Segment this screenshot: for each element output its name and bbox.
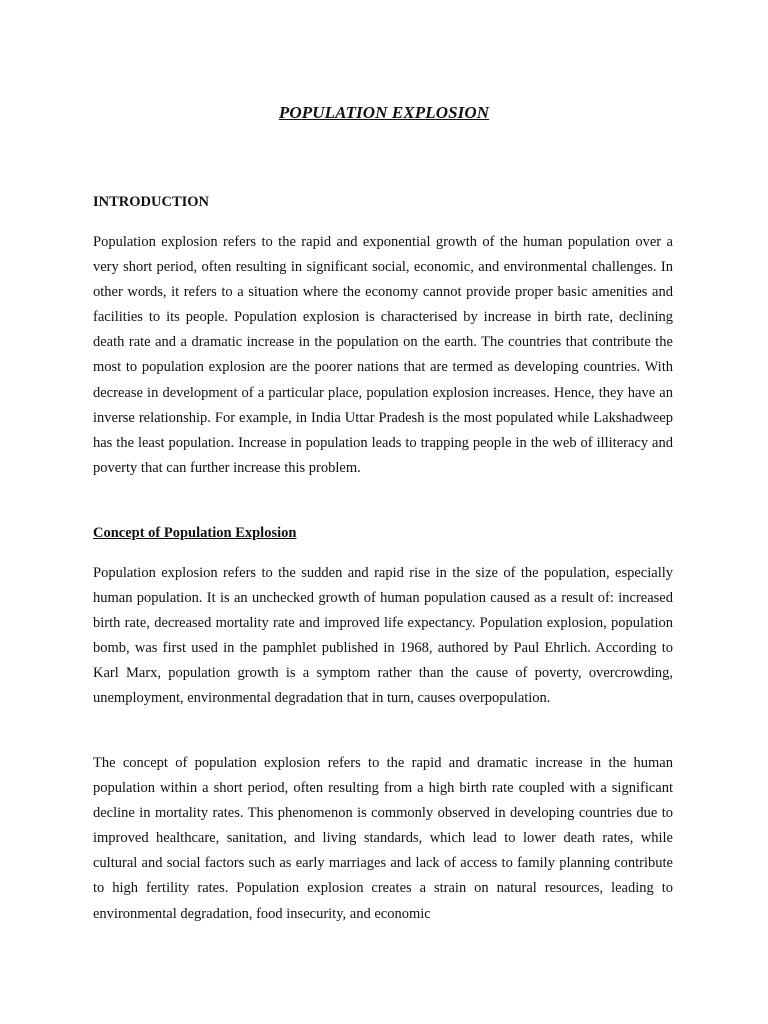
introduction-paragraph: Population explosion refers to the rapid and exponential growth of the human population over a very short period, often resulting in significant social, economic, and environmental challenges. In other words, it refers to a situation where the economy cannot provide proper basic amenities and facilities to its people. Population explosion is characterised by increase in birth rate, declining death rate and a dramatic increase in the population on the earth. The countries that contribute the most to population explosion are the poorer nations that are termed as developing countries. With decrease in development of a particular place, population explosion increases. Hence, they have an inverse relationship. For example, in India Uttar Pradesh is the most populated while Lakshadweep has the least population. Increase in population leads to trapping people in the web of illiteracy and poverty that can further increase this problem. [93, 234, 673, 476]
section-heading-introduction: INTRODUCTION [93, 194, 210, 210]
section-heading-concept: Concept of Population Explosion [93, 525, 297, 541]
document-title: POPULATION EXPLOSION [278, 103, 490, 122]
concept-paragraph-2: The concept of population explosion refers to the rapid and dramatic increase in the human population within a short period, often resulting from a high birth rate coupled with a significant decline in mortality rates. This phenomenon is commonly observed in developing countries due to improved healthcare, sanitation, and living standards, which lead to lower death rates, while cultural and social factors such as early marriages and lack of access to family planning contribute to high fertility rates. Population explosion creates a strain on natural resources, leading to environmental degradation, food insecurity, and economic [93, 755, 673, 922]
concept-paragraph-1: Population explosion refers to the sudden and rapid rise in the size of the population, especially human population. It is an unchecked growth of human population caused as a result of: increased birth rate, decreased mortality rate and improved life expectancy. Population explosion, population bomb, was first used in the pamphlet published in 1968, authored by Paul Ehrlich. According to Karl Marx, population growth is a symptom rather than the cause of poverty, overcrowding, unemployment, environmental degradation that in turn, causes overpopulation. [93, 565, 673, 707]
